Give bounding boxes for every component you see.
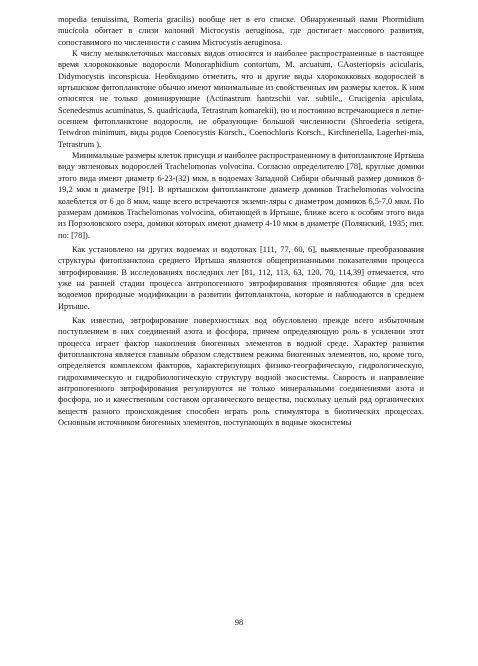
- page-number: 98: [234, 618, 244, 627]
- paragraph-nutrient-sources: Как известно, эвтрофирование поверхностных вод обусловлено прежде всего избыточным поступлением в них соединений азота и фосфора, причем определяющую роль в усилении этот процесса играет фактор накопления биогенных элементов в водной среде. Характер развития фитопланктона является главным образом следствием режима биогенных элементов, но, кроме того, определяется комплексом факторов, характеризующих физико-географическую, гидрологическую, гидрохимическую и гидробиологическую структуру водной экосистемы. Скорость и направление антропогенного эвтрофирования регулируются не только минеральными соединениями азота и фосфора, но и качественным составом органического вещества, поскольку целый ряд органических веществ разного происхождения способен играть роль стимулятора в биотических процессах. Основным источником биогенных элементов, поступающих в водные экосистемы: [58, 315, 424, 428]
- paragraph-eutrophication-indicators: Как установлено на других водоемах и водотоках [111, 77, 60, 6], выявленные преобразования структуры фитопланктона среднего Иртыша являются общепризнанными показателями процесса эвтрофирования. В исследованиях последних лет [81, 112, 113, 63, 120, 70, 114,39] отмечается, что уже на ранней стадии процесса антропогенного эвтрофирования проявляются общие для всех водоемов природные модификации в развитии фитопланктона, которые и наблюдаются в среднем Иртыше.: [58, 244, 424, 311]
- paragraph-continued: mopedia tenuissima, Romeria gracilis) вообще нет в его списке. Обнаруженный нами Phormidium mucicola обитает в слизи колоний Microcystis aeruginosa, где достигает массового развития, сопоставимого по численности с самим Microcystis aeruginosa.: [58, 15, 424, 47]
- paragraph-chlorococcal-species: К числу мелкоклеточных массовых видов относятся и наиболее распространенные в настоящее время хлорококковые водоросли Monoraphidium contortum, M. arcuatum, CAosteriopsis acicularis, Didymocystis inconspicua. Необходимо отметить, что и другие виды хлорококковых водорослей в иртышском фитопланктоне обычно имеют минимальные из свойственных им размеры клеток. К ним относятся не только доминирующие (Actinastrum hantzschii var. subtile,, Crucigenia apiculata, Scenedesmus acuminatus, S. quadricauda, Tetrastrum komarekii), но и постоянно встречающиеся в летне-осеннем фитопланктоне водоросли, не образующие большой численности (Shroederia setigera, Tetwdron minimum, виды родов Coenocystis Korsch., Coenochloris Korsch., Kirchneriella, Lagerhei-mia, Tetrastrum ).: [58, 49, 424, 149]
- paragraph-trachelomonas: Минимальные размеры клеток присущи и наиболее распространенному в фитопланктоне Иртыша виду эвгленовых водорослей Trachelomonas volvocina. Согласно определителю [78], круглые домики этого вида имеют диаметр 6-23-(32) мкм, в водоемах Западной Сибири обычный размер домиков 8-19,2 мкм в диаметре [91]. В иртышском фитопланктоне диаметр домиков Trachelomonas volvocina колеблется от 6 до 8 мкм, чаще всего встречаются экземп-ляры с диаметром домиков 6,5-7,0 мкм. По размерам домиков Trachelomonas volvocina, обитающей в Иртыше, ближе всего к особям этого вида из Порзоловского озера, домики которых имеют диаметр 4-10 мкм в диаметре (Полянский, 1935; пит. по: [78]).: [58, 151, 424, 240]
